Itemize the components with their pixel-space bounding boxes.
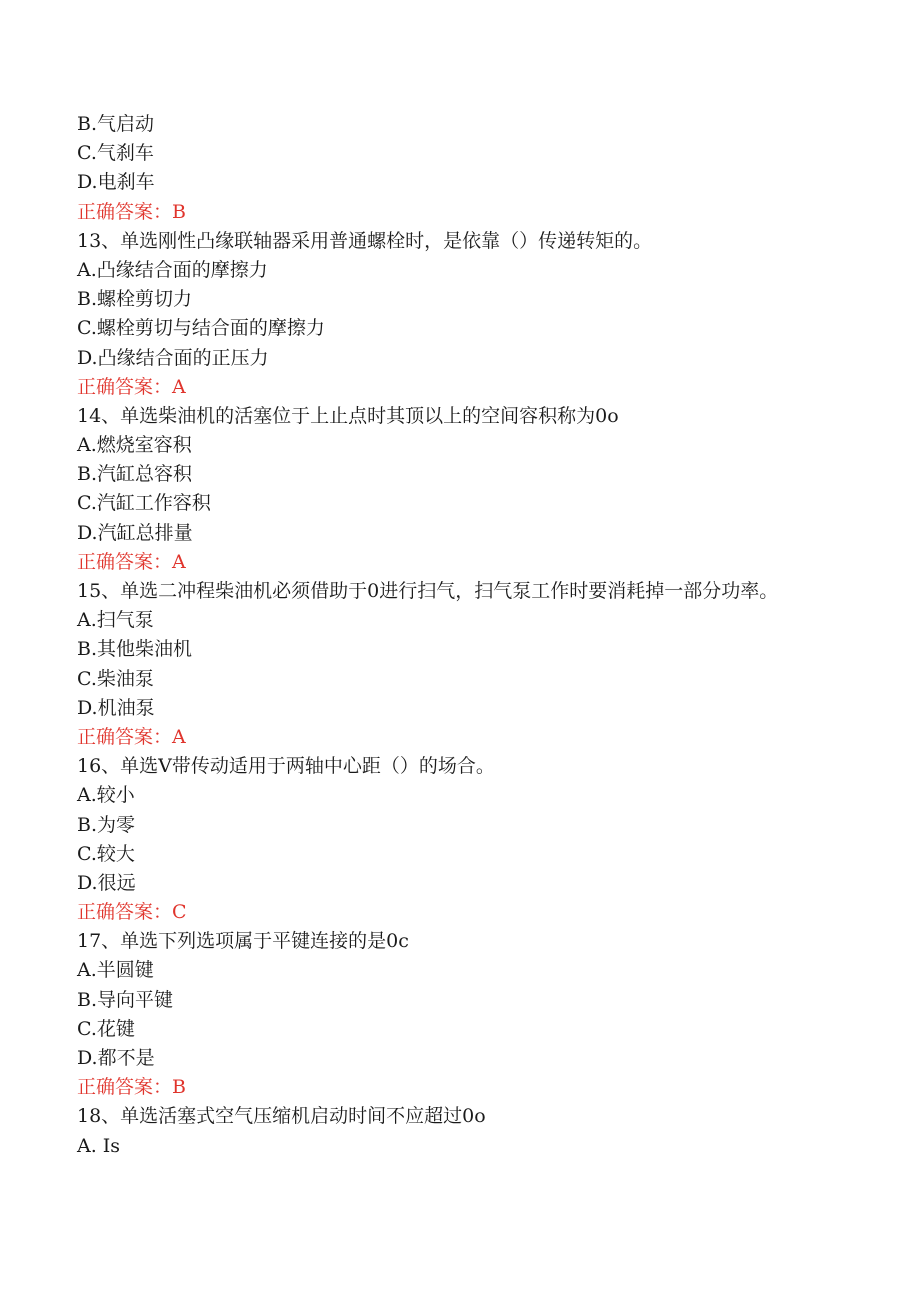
answer-line: 正确答案：B [77, 1076, 186, 1099]
question-list [77, 110, 857, 1161]
option-line: A.扫气泵 [77, 609, 154, 632]
option-line: A.凸缘结合面的摩擦力 [77, 258, 268, 281]
option-line: D.凸缘结合面的正压力 [77, 346, 269, 369]
question-line: 16、单选V带传动适用于两轴中心距（）的场合。 [77, 755, 495, 778]
option-line: B.导向平键 [77, 988, 174, 1011]
option-line: C.气刹车 [77, 142, 154, 165]
option-line: D.机油泵 [77, 696, 155, 719]
question-line: 17、单选下列选项属于平键连接的是0c [77, 930, 409, 953]
option-line: C.汽缸工作容积 [77, 492, 211, 515]
option-line: B.汽缸总容积 [77, 463, 193, 486]
option-line: A.半圆键 [77, 959, 154, 982]
answer-line: 正确答案：B [77, 200, 186, 223]
option-line: D.都不是 [77, 1047, 155, 1070]
answer-line: 正确答案：A [77, 375, 186, 398]
option-line: B.为零 [77, 813, 136, 836]
option-line: C.螺栓剪切与结合面的摩擦力 [77, 317, 325, 340]
option-line: D.汽缸总排量 [77, 521, 193, 544]
option-line: B.螺栓剪切力 [77, 288, 193, 311]
question-line: 14、单选柴油机的活塞位于上止点时其顶以上的空间容积称为0o [77, 404, 619, 427]
option-line: A. Is [77, 1134, 121, 1157]
option-line: B.气启动 [77, 113, 155, 135]
option-line: B.其他柴油机 [77, 638, 193, 661]
question-line: 13、单选刚性凸缘联轴器采用普通螺栓时，是依靠（）传递转矩的。 [77, 229, 653, 252]
option-line: D.电刹车 [77, 171, 155, 194]
option-line: C.花键 [77, 1017, 135, 1040]
option-line: C.较大 [77, 842, 135, 865]
answer-line: 正确答案：A [77, 725, 186, 748]
option-line: A.较小 [77, 784, 135, 807]
question-line: 15、单选二冲程柴油机必须借助于0进行扫气，扫气泵工作时要消耗掉一部分功率。 [77, 580, 779, 602]
option-line: D.很远 [77, 871, 136, 894]
question-line: 18、单选活塞式空气压缩机启动时间不应超过0o [77, 1105, 486, 1128]
answer-line: 正确答案：A [77, 550, 186, 573]
option-line: A.燃烧室容积 [77, 434, 192, 457]
option-line: C.柴油泵 [77, 667, 154, 690]
answer-line: 正确答案：C [77, 901, 187, 924]
